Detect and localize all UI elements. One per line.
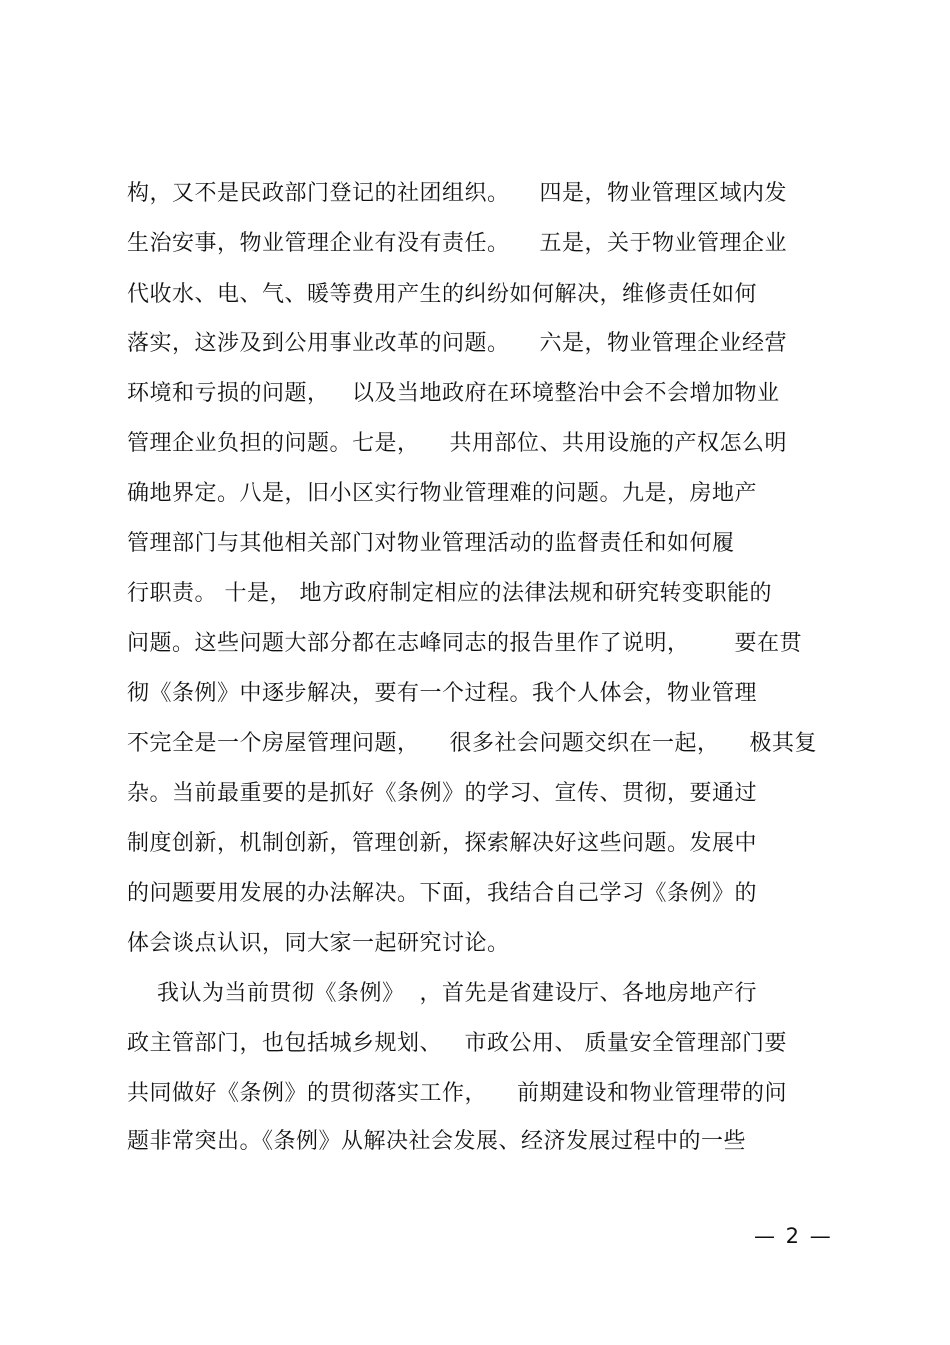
text-line: 政主管部门，也包括城乡规划、 市政公用、 质量安全管理部门要 bbox=[127, 1031, 787, 1056]
text-line: 彻《条例》中逐步解决，要有一个过程。我个人体会，物业管理 bbox=[127, 681, 758, 706]
text-line: 生治安事，物业管理企业有没有责任。 五是，关于物业管理企业 bbox=[127, 231, 787, 256]
text-line: 管理部门与其他相关部门对物业管理活动的监督责任和如何履 bbox=[127, 531, 735, 556]
text-line: 环境和亏损的问题， 以及当地政府在环境整治中会不会增加物业 bbox=[127, 381, 780, 406]
text-line: 管理企业负担的问题。七是， 共用部位、共用设施的产权怎么明 bbox=[127, 431, 787, 456]
text-line: 代收水、电、气、暖等费用产生的纠纷如何解决，维修责任如何 bbox=[127, 282, 758, 307]
text-line: 题非常突出。《条例》从解决社会发展、经济发展过程中的一些 bbox=[127, 1129, 747, 1154]
text-line: 问题。这些问题大部分都在志峰同志的报告里作了说明， 要在贯 bbox=[127, 631, 802, 656]
text-line: 确地界定。八是，旧小区实行物业管理难的问题。九是，房地产 bbox=[127, 481, 758, 506]
text-line: 不完全是一个房屋管理问题， 很多社会问题交织在一起， 极其复 bbox=[127, 731, 817, 756]
text-line: 的问题要用发展的办法解决。下面，我结合自己学习《条例》的 bbox=[127, 881, 758, 906]
text-line: 落实，这涉及到公用事业改革的问题。 六是，物业管理企业经营 bbox=[127, 331, 787, 356]
text-line: 杂。当前最重要的是抓好《条例》的学习、宣传、贯彻，要通过 bbox=[127, 781, 758, 806]
text-line: 体会谈点认识，同大家一起研究讨论。 bbox=[127, 931, 510, 956]
text-line: 制度创新，机制创新，管理创新，探索解决好这些问题。发展中 bbox=[127, 831, 758, 856]
text-line: 共同做好《条例》的贯彻落实工作， 前期建设和物业管理带的问 bbox=[127, 1081, 787, 1106]
page-number: — 2 — bbox=[754, 1224, 833, 1248]
text-line: 构，又不是民政部门登记的社团组织。 四是，物业管理区域内发 bbox=[127, 181, 787, 206]
text-line: 行职责。 十是， 地方政府制定相应的法律法规和研究转变职能的 bbox=[127, 581, 772, 606]
text-line: 我认为当前贯彻《条例》 ，首先是省建设厅、各地房地产行 bbox=[127, 981, 757, 1006]
